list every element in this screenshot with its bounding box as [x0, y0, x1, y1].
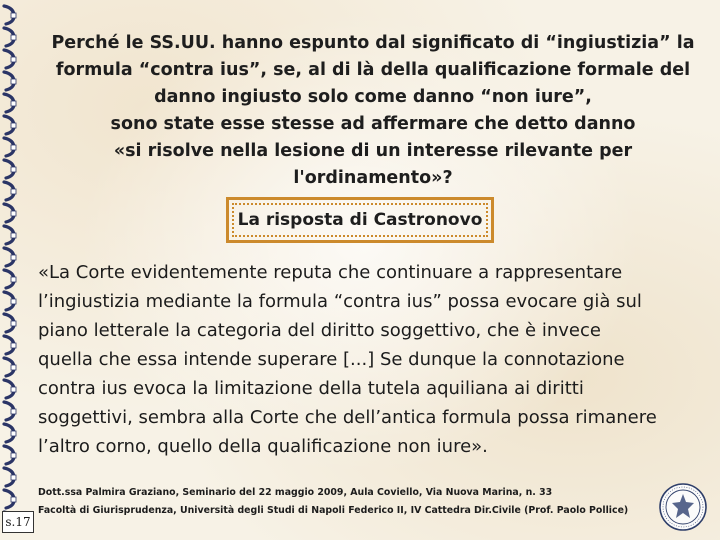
spiral-binding-icon: [0, 0, 30, 540]
quote-line: «La Corte evidentemente reputa che continuare a rappresentare: [38, 262, 623, 283]
question-line: Perché le SS.UU. hanno espunto dal significato di “ingiustizia” la: [51, 33, 695, 53]
question-line: danno ingiusto solo come danno “non iure”,: [154, 87, 592, 107]
quote-line: quella che essa intende superare [...] Se dunque la connotazione: [38, 349, 625, 370]
quote-text: [38, 258, 710, 461]
quote-line: soggettivi, sembra alla Corte che dell’antica formula possa rimanere: [38, 407, 657, 428]
footer: [38, 484, 658, 520]
quote-line: piano letterale la categoria del diritto soggettivo, che è invece: [38, 320, 601, 341]
answer-title-frame: [226, 197, 494, 243]
question-line: formula “contra ius”, se, al di là della qualificazione formale del: [55, 60, 691, 80]
slide-number: s.17: [2, 511, 34, 533]
footer-line: Dott.ssa Palmira Graziano, Seminario del 22 maggio 2009, Aula Coviello, Via Nuova Marina, n. 33: [38, 487, 553, 498]
question-line: sono state esse stesse ad affermare che detto danno: [110, 114, 636, 134]
question-line: «si risolve nella lesione di un interesse rilevante per l'ordinamento»?: [113, 141, 633, 188]
quote-line: contra ius evoca la limitazione della tutela aquiliana ai diritti: [38, 378, 584, 399]
answer-title: La risposta di Castronovo: [232, 203, 488, 237]
footer-line: Facoltà di Giurisprudenza, Università degli Studi di Napoli Federico II, IV Cattedra Dir.Civile (Prof. Paolo Pollice): [38, 505, 629, 516]
question-text: [36, 30, 710, 192]
quote-line: l’ingiustizia mediante la formula “contra ius” possa evocare già sul: [38, 291, 642, 312]
university-seal-icon: [658, 482, 708, 532]
quote-line: l’altro corno, quello della qualificazione non iure».: [38, 436, 488, 457]
